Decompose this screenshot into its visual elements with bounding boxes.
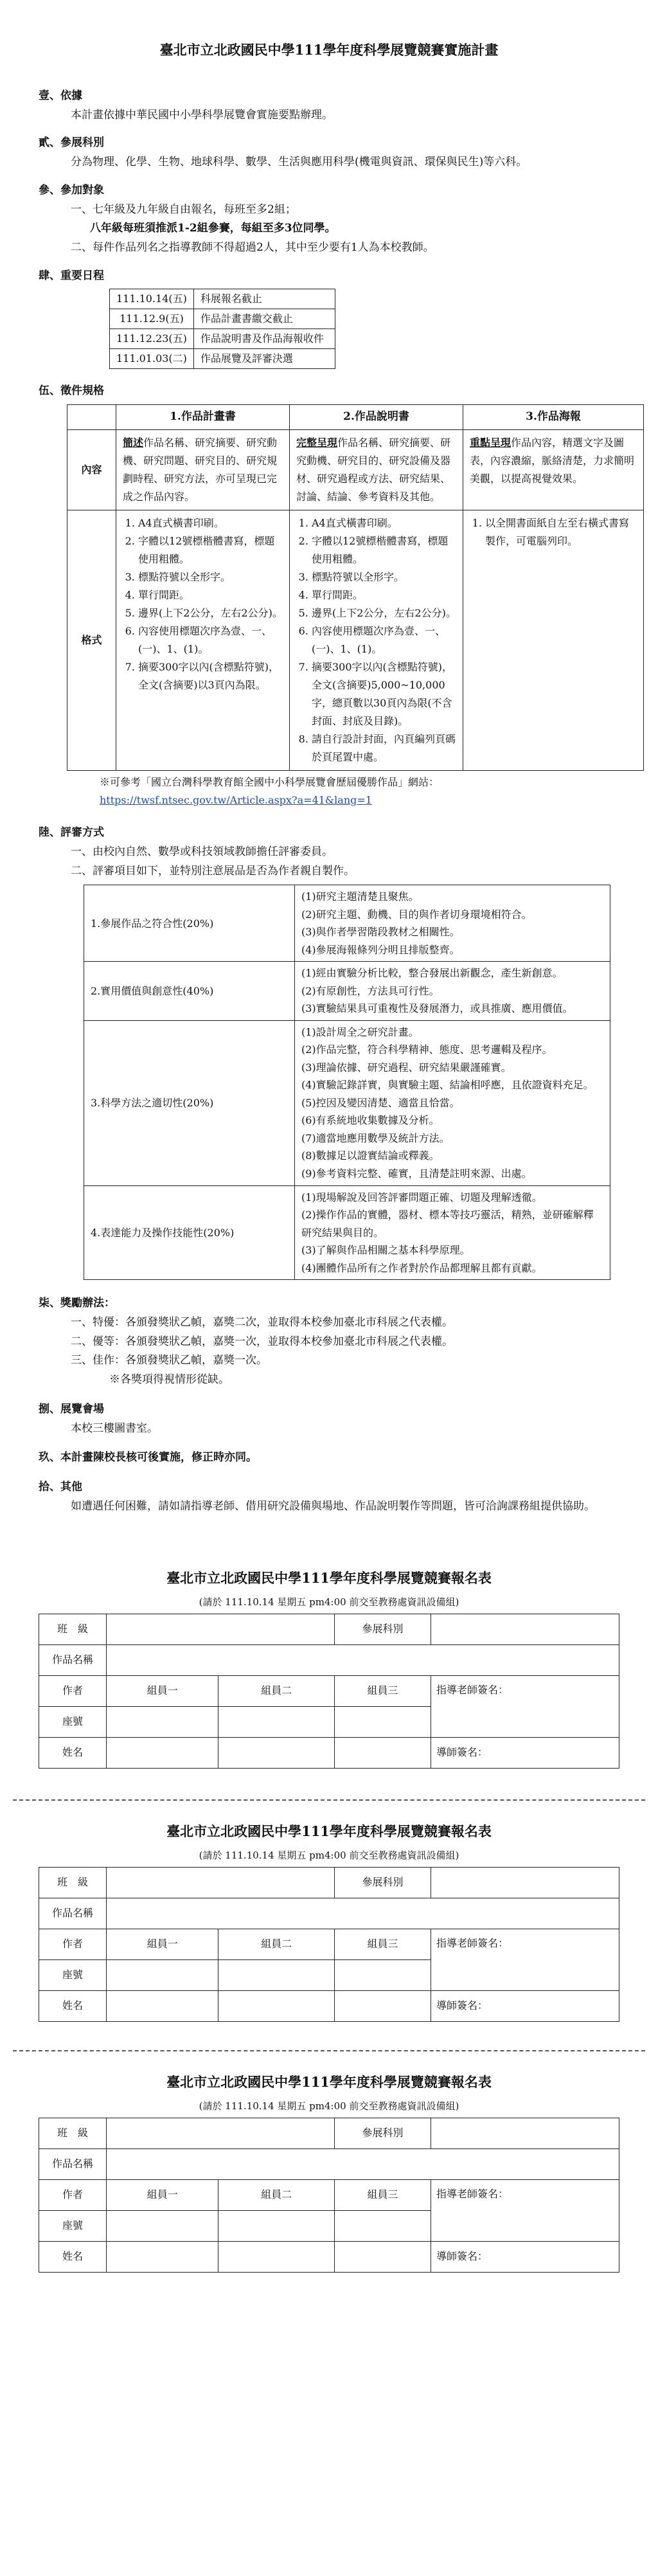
list-item: 2. 字體以12號標楷體書寫，標題使用粗體。 [138,532,283,568]
registration-table [39,1867,619,2022]
schedule-date: 111.12.9(五) [110,309,194,329]
criterion-item: (4)參展海報條列分明且排版整齊。 [301,943,460,956]
section-schedule-heading: 肆、重要日程 [39,269,104,282]
form-label-author: 作者 [39,2179,107,2210]
form-member-1: 組員一 [107,2179,218,2210]
criterion-item: (3)實驗結果具可重複性及發展潛力，或具推廣、應用價值。 [301,1002,573,1015]
schedule-event: 科展報名截止 [193,289,335,309]
form-field-seat-1[interactable] [107,1959,218,1990]
criterion-item: (1)設計周全之研究計畫。 [301,1025,419,1038]
table-row [39,1898,619,1929]
form-title: 臺北市立北政國民中學111學年度科學展覽競賽報名表 [166,1569,492,1586]
table-row [39,2148,619,2179]
form-teacher-sign[interactable]: 指導老師簽名： [431,1675,619,1737]
criterion-item: (2)操作作品的實體，器材、標本等技巧靈活，精熟，並研確解釋研究結果與目的。 [301,1209,594,1239]
eligibility-item-2: 二、每件作品列名之指導教師不得超過2人，其中至少要有1人為本校教師。 [71,241,434,254]
schedule-date: 111.12.23(五) [110,329,194,348]
table-row [39,1675,619,1706]
spec-col-report: 2.作品說明書 [290,405,463,430]
list-item: 4. 單行間距。 [312,586,456,604]
judging-table [84,885,610,1280]
list-item: 7. 摘要300字以內(含標點符號)，全文(含摘要)5,000~10,000字，總頁數以30頁內為限(不含封面、封底及目錄)。 [312,658,456,730]
table-row [84,1185,610,1280]
form-teacher-sign[interactable]: 指導老師簽名： [431,1929,619,1990]
spec-content-proposal [116,430,290,510]
criterion-items [295,962,610,1021]
list-item: 6. 內容使用標題次序為壹、一、(一)、1、(1)。 [138,622,283,658]
form-field-name-3[interactable] [335,1737,431,1768]
form-member-2: 組員二 [218,1675,335,1706]
eligibility-item-1b: 八年級每班須推派1-2組參賽，每組至多3位同學。 [90,222,336,235]
form-field-seat-2[interactable] [218,2210,335,2241]
spec-text: 作品名稱、研究摘要、研究動機、研究目的、研究設備及器材、研究過程或方法、研究結果、討論、結論、參考資料及其他。 [296,437,451,503]
award-note: ※各獎項得視情形從缺。 [109,1373,229,1387]
criterion-item: (8)數據足以證實結論或釋義。 [301,1149,440,1162]
form-member-3: 組員三 [335,2179,431,2210]
criterion-label: 2.實用價值與創意性(40%) [84,962,295,1021]
form-field-seat-2[interactable] [218,1706,335,1737]
list-item: 1. A4直式橫書印刷。 [312,514,456,532]
form-homeroom-sign[interactable]: 導師簽名： [431,1737,619,1768]
criterion-item: (4)團體作品所有之作者對於作品都理解且都有貢獻。 [301,1261,542,1274]
table-row [110,348,335,368]
form-field-subject[interactable] [431,1614,619,1644]
spec-format-report [290,510,463,771]
table-row [39,2118,619,2148]
schedule-event: 作品說明書及作品海報收件 [193,329,335,348]
spec-text: 作品名稱、研究摘要、研究動機、研究問題、研究目的、研究規劃時程、研究方法，亦可呈現已完成之作品內容。 [123,437,278,503]
spec-format-poster [463,510,644,771]
criterion-item: (3)了解與作品相關之基本科學原理。 [301,1244,470,1257]
form-field-name-2[interactable] [218,1737,335,1768]
award-item-2: 二、優等：各頒發獎狀乙幀，嘉獎一次，並取得本校參加臺北市科展之代表權。 [71,1335,453,1348]
form-field-seat-1[interactable] [107,2210,218,2241]
form-label-class: 班 級 [39,1614,107,1644]
form-label-author: 作者 [39,1929,107,1959]
form-title: 臺北市立北政國民中學111學年度科學展覽競賽報名表 [166,1823,492,1839]
criterion-item: (5)控因及變因清楚、適當且恰當。 [301,1096,460,1109]
section-venue-heading: 捌、展覽會場 [39,1402,104,1416]
list-item: 3. 標點符號以全形字。 [312,568,456,586]
section-basis-body: 本計畫依據中華民國中小學科學展覽會實施要點辦理。 [71,108,333,122]
table-row [39,1737,619,1768]
section-basis-heading: 壹、依據 [39,89,82,102]
schedule-event: 作品展覽及評審決選 [193,348,335,368]
form-field-title[interactable] [107,1644,619,1675]
section-venue-body: 本校三樓圖書室。 [71,1421,158,1435]
form-label-name: 姓名 [39,2241,107,2272]
table-row [39,1990,619,2021]
registration-form-1 [39,1567,619,1769]
section-spec-heading: 伍、徵件規格 [39,384,104,397]
criterion-item: (1)經由實驗分析比較，整合發展出新觀念，產生新創意。 [301,967,563,980]
form-label-title: 作品名稱 [39,2148,107,2179]
criterion-item: (1)研究主題清楚且聚焦。 [301,890,419,903]
form-field-name-1[interactable] [107,1990,218,2021]
reference-link[interactable]: https://twsf.ntsec.gov.tw/Article.aspx?a=41&lang=1 [100,794,372,806]
registration-form-3 [39,2071,619,2273]
criterion-items [295,1020,610,1185]
list-item: 2. 字體以12號標楷體書寫，標題使用粗體。 [312,532,456,568]
spec-content-report [290,430,463,510]
form-field-name-1[interactable] [107,1737,218,1768]
criterion-items [295,1185,610,1280]
form-field-name-3[interactable] [335,2241,431,2272]
form-label-seat: 座號 [39,2210,107,2241]
criterion-label: 1.參展作品之符合性(20%) [84,885,295,962]
criterion-item: (9)參考資料完整、確實，且清楚註明來源、出處。 [301,1167,532,1180]
criterion-item: (2)研究主題、動機、目的與作者切身環境相符合。 [301,908,532,921]
spec-row-content: 內容 [67,430,116,510]
criterion-item: (6)有系統地收集數據及分析。 [301,1114,440,1127]
spec-col-proposal: 1.作品計畫書 [116,405,290,430]
award-item-3: 三、佳作：各頒發獎狀乙幀，嘉獎一次。 [71,1354,267,1367]
form-label-name: 姓名 [39,1990,107,2021]
form-field-class[interactable] [107,1867,335,1898]
judging-item-2: 二、評審項目如下，並特別注意展品是否為作者親自製作。 [71,864,355,878]
form-label-title: 作品名稱 [39,1644,107,1675]
form-member-3: 組員三 [335,1675,431,1706]
form-member-2: 組員二 [218,1929,335,1959]
form-deadline: (請於 111.10.14 星期五 pm4:00 前交至教務處資訊設備組) [199,1850,459,1862]
form-label-seat: 座號 [39,1959,107,1990]
table-row [39,2241,619,2272]
section-subjects-heading: 貳、參展科別 [39,136,104,150]
form-label-subject: 參展科別 [335,2118,431,2148]
form-field-subject[interactable] [431,1867,619,1898]
form-member-2: 組員二 [218,2179,335,2210]
criterion-item: (7)適當地應用數學及統計方法。 [301,1131,450,1144]
spec-table [67,404,644,771]
form-field-title[interactable] [107,1898,619,1929]
document-title: 臺北市立北政國民中學111學年度科學展覽競賽實施計畫 [159,42,499,58]
table-row [110,289,335,309]
table-row [39,1644,619,1675]
form-field-seat-2[interactable] [218,1959,335,1990]
form-member-1: 組員一 [107,1675,218,1706]
registration-form-2 [39,1820,619,2022]
criterion-item: (1)現場解說及回答評審問題正確、切題及理解透徹。 [301,1191,542,1203]
form-label-name: 姓名 [39,1737,107,1768]
form-label-class: 班 級 [39,1867,107,1898]
reference-note: ※可參考「國立台灣科學教育館全國中小科學展覽會歷屆優勝作品」網站： [100,776,440,788]
criterion-label: 4.表達能力及操作技能性(20%) [84,1185,295,1280]
judging-item-1: 一、由校內自然、數學或科技領域教師擔任評審委員。 [71,845,333,858]
dashed-divider [13,2050,645,2051]
form-deadline: (請於 111.10.14 星期五 pm4:00 前交至教務處資訊設備組) [199,2100,459,2112]
list-item: 5. 邊界(上下2公分，左右2公分)。 [312,604,456,622]
list-item: 7. 摘要300字以內(含標點符號)，全文(含摘要)以3頁內為限。 [138,658,283,694]
form-field-name-1[interactable] [107,2241,218,2272]
schedule-date: 111.01.03(二) [110,348,194,368]
list-item: 1. 以全開書面紙自左至右橫式書寫製作，可電腦列印。 [485,514,637,550]
form-label-author: 作者 [39,1675,107,1706]
form-field-class[interactable] [107,2118,335,2148]
emphasis-text: 簡述 [123,437,144,449]
criterion-item: (4)實驗記錄詳實，與實驗主題、結論相呼應，且依證資料充足。 [301,1079,594,1092]
schedule-event: 作品計畫書繳交截止 [193,309,335,329]
form-label-subject: 參展科別 [335,1867,431,1898]
spec-col-poster: 3.作品海報 [463,405,644,430]
form-field-class[interactable] [107,1614,335,1644]
list-item: 3. 標點符號以全形字。 [138,568,283,586]
emphasis-text: 完整呈現 [296,437,338,449]
form-label-title: 作品名稱 [39,1898,107,1929]
form-label-subject: 參展科別 [335,1614,431,1644]
section-approval-heading: 玖、本計畫陳校長核可後實施，修正時亦同。 [39,1451,257,1464]
eligibility-item-1: 一、七年級及九年級自由報名，每班至多2組； [71,203,296,216]
table-row [39,1867,619,1898]
table-row [110,309,335,329]
spec-corner [67,405,116,430]
form-field-seat-3[interactable] [335,2210,431,2241]
form-field-name-2[interactable] [218,1990,335,2021]
criterion-items [295,885,610,962]
section-awards-heading: 柒、獎勵辦法： [39,1297,115,1310]
form-field-seat-1[interactable] [107,1706,218,1737]
section-other-body: 如遭遇任何困難，請如請指導老師、借用研究設備與場地、作品說明製作等問題，皆可洽詢課務組提供協助。 [71,1499,595,1513]
form-label-class: 班 級 [39,2118,107,2148]
form-deadline: (請於 111.10.14 星期五 pm4:00 前交至教務處資訊設備組) [199,1596,459,1608]
form-teacher-sign[interactable]: 指導老師簽名： [431,2179,619,2241]
list-item: 6. 內容使用標題次序為壹、一、(一)、1、(1)。 [312,622,456,658]
form-field-subject[interactable] [431,2118,619,2148]
dashed-divider [13,1799,645,1801]
emphasis-text: 重點呈現 [470,437,511,449]
table-row [39,2179,619,2210]
section-other-heading: 拾、其他 [39,1481,82,1494]
form-homeroom-sign[interactable]: 導師簽名： [431,2241,619,2272]
criterion-item: (3)理論依據、研究過程、研究結果嚴謹確實。 [301,1061,511,1074]
section-judging-heading: 陸、評審方式 [39,826,104,839]
table-row [84,1020,610,1185]
criterion-label: 3.科學方法之適切性(20%) [84,1020,295,1185]
table-row [39,1614,619,1644]
form-field-seat-3[interactable] [335,1706,431,1737]
form-field-title[interactable] [107,2148,619,2179]
registration-table [39,1614,619,1769]
form-field-name-3[interactable] [335,1990,431,2021]
schedule-table [109,289,335,369]
form-member-1: 組員一 [107,1929,218,1959]
list-item: 8. 請自行設計封面，內頁編列頁碼於頁尾置中處。 [312,730,456,766]
form-member-3: 組員三 [335,1929,431,1959]
spec-format-proposal [116,510,290,771]
table-row [84,885,610,962]
table-row [84,962,610,1021]
list-item: 4. 單行間距。 [138,586,283,604]
table-row [39,1929,619,1959]
form-field-seat-3[interactable] [335,1959,431,1990]
registration-table [39,2118,619,2273]
spec-content-poster [463,430,644,510]
criterion-item: (2)有原創性，方法具可行性。 [301,984,440,997]
spec-text: 作品內容，精選文字及圖表，內容濃縮，脈絡清楚，力求簡明美觀，以提高視覺效果。 [470,437,635,485]
section-subjects-body: 分為物理、化學、生物、地球科學、數學、生活與應用科學(機電與資訊、環保與民生)等六科。 [71,156,528,168]
schedule-date: 111.10.14(五) [110,289,194,309]
list-item: 1. A4直式橫書印刷。 [138,514,283,532]
spec-row-format: 格式 [67,510,116,771]
form-title: 臺北市立北政國民中學111學年度科學展覽競賽報名表 [166,2073,492,2090]
list-item: 5. 邊界(上下2公分，左右2公分)。 [138,604,283,622]
form-field-name-2[interactable] [218,2241,335,2272]
criterion-item: (3)與作者學習階段教材之相關性。 [301,926,460,939]
form-homeroom-sign[interactable]: 導師簽名： [431,1990,619,2021]
award-item-1: 一、特優：各頒發獎狀乙幀，嘉獎二次，並取得本校參加臺北市科展之代表權。 [71,1315,453,1329]
section-eligibility-heading: 參、參加對象 [39,183,104,197]
criterion-item: (2)作品完整，符合科學精神、態度、思考邏輯及程序。 [301,1043,553,1056]
form-label-seat: 座號 [39,1706,107,1737]
table-row [110,329,335,348]
